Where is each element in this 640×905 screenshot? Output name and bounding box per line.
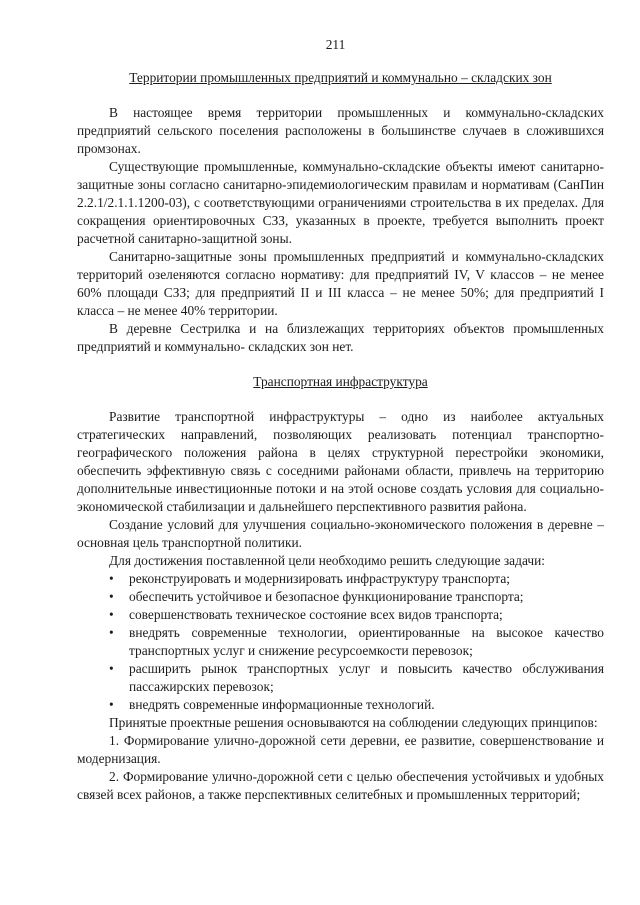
list-item	[109, 606, 604, 624]
list-item-text: внедрять современные технологии, ориентированные на высокое качество транспортных услуг и снижение ресурсоемкости перевозок;	[129, 625, 604, 658]
list-item-text: реконструировать и модернизировать инфраструктуру транспорта;	[129, 571, 510, 586]
paragraph: Развитие транспортной инфраструктуры – одно из наиболее актуальных стратегических направлений, позволяющих реализовать потенциал транспортно-географического положения района в целях структурной перестройки экономики, обеспечить эффективную связь с соседними районами области, привлечь на территорию дополнительные инвестиционные потоки и на этой основе создать условия для социально-экономической стабилизации и дальнейшего перспективного развития района.	[77, 409, 604, 514]
numbered-principle: 2. Формирование улично-дорожной сети с целью обеспечения устойчивых и удобных связей всех районов, а также перспективных селитебных и промышленных территорий;	[77, 769, 604, 802]
bullet-icon: •	[109, 607, 114, 622]
list-item-text: внедрять современные информационные технологий.	[129, 697, 435, 712]
list-item-text: совершенствовать техническое состояние всех видов транспорта;	[129, 607, 503, 622]
list-item-text: расширить рынок транспортных услуг и повысить качество обслуживания пассажирских перевозок;	[129, 661, 604, 694]
paragraph: Создание условий для улучшения социально-экономического положения в деревне – основная цель транспортной политики.	[77, 517, 604, 550]
bullet-icon: •	[109, 571, 114, 586]
list-item	[109, 660, 604, 696]
list-item	[109, 588, 604, 606]
paragraph: Принятые проектные решения основываются на соблюдении следующих принципов:	[109, 715, 598, 730]
paragraph: Для достижения поставленной цели необходимо решить следующие задачи:	[109, 553, 545, 568]
paragraph: В деревне Сестрилка и на близлежащих территориях объектов промышленных предприятий и коммунально- складских зон нет.	[77, 321, 604, 354]
page-number: 211	[325, 37, 346, 52]
list-item	[109, 570, 604, 588]
numbered-principle: 1. Формирование улично-дорожной сети деревни, ее развитие, совершенствование и модернизация.	[77, 733, 604, 766]
paragraph: Существующие промышленные, коммунально-складские объекты имеют санитарно-защитные зоны согласно санитарно-эпидемиологическим правилам и нормативам (СанПин 2.2.1/2.1.1.1200-03), с соответствующими ограничениями строительства в их пределах. Для сокращения ориентировочных СЗЗ, указанных в проекте, требуется выполнить проект расчетной санитарно-защитной зоны.	[77, 159, 604, 246]
task-list	[77, 570, 604, 714]
paragraph: В настоящее время территории промышленных и коммунально-складских предприятий сельского поселения расположены в большинстве случаев в сложившихся промзонах.	[77, 105, 604, 156]
bullet-icon: •	[109, 661, 114, 676]
section-heading-industrial-zones: Территории промышленных предприятий и коммунально – складских зон	[129, 70, 552, 85]
list-item-text: обеспечить устойчивое и безопасное функционирование транспорта;	[129, 589, 524, 604]
list-item	[109, 624, 604, 660]
paragraph: Санитарно-защитные зоны промышленных предприятий и коммунально-складских территорий озеленяются согласно нормативу: для предприятий IV, V классов – не менее 60% площади СЗЗ; для предприятий II и III класса – не менее 50%; для предприятий I класса – не менее 40% территории.	[77, 249, 604, 318]
section-heading-transport: Транспортная инфраструктура	[253, 374, 428, 389]
bullet-icon: •	[109, 625, 114, 640]
bullet-icon: •	[109, 589, 114, 604]
bullet-icon: •	[109, 697, 114, 712]
list-item	[109, 696, 604, 714]
